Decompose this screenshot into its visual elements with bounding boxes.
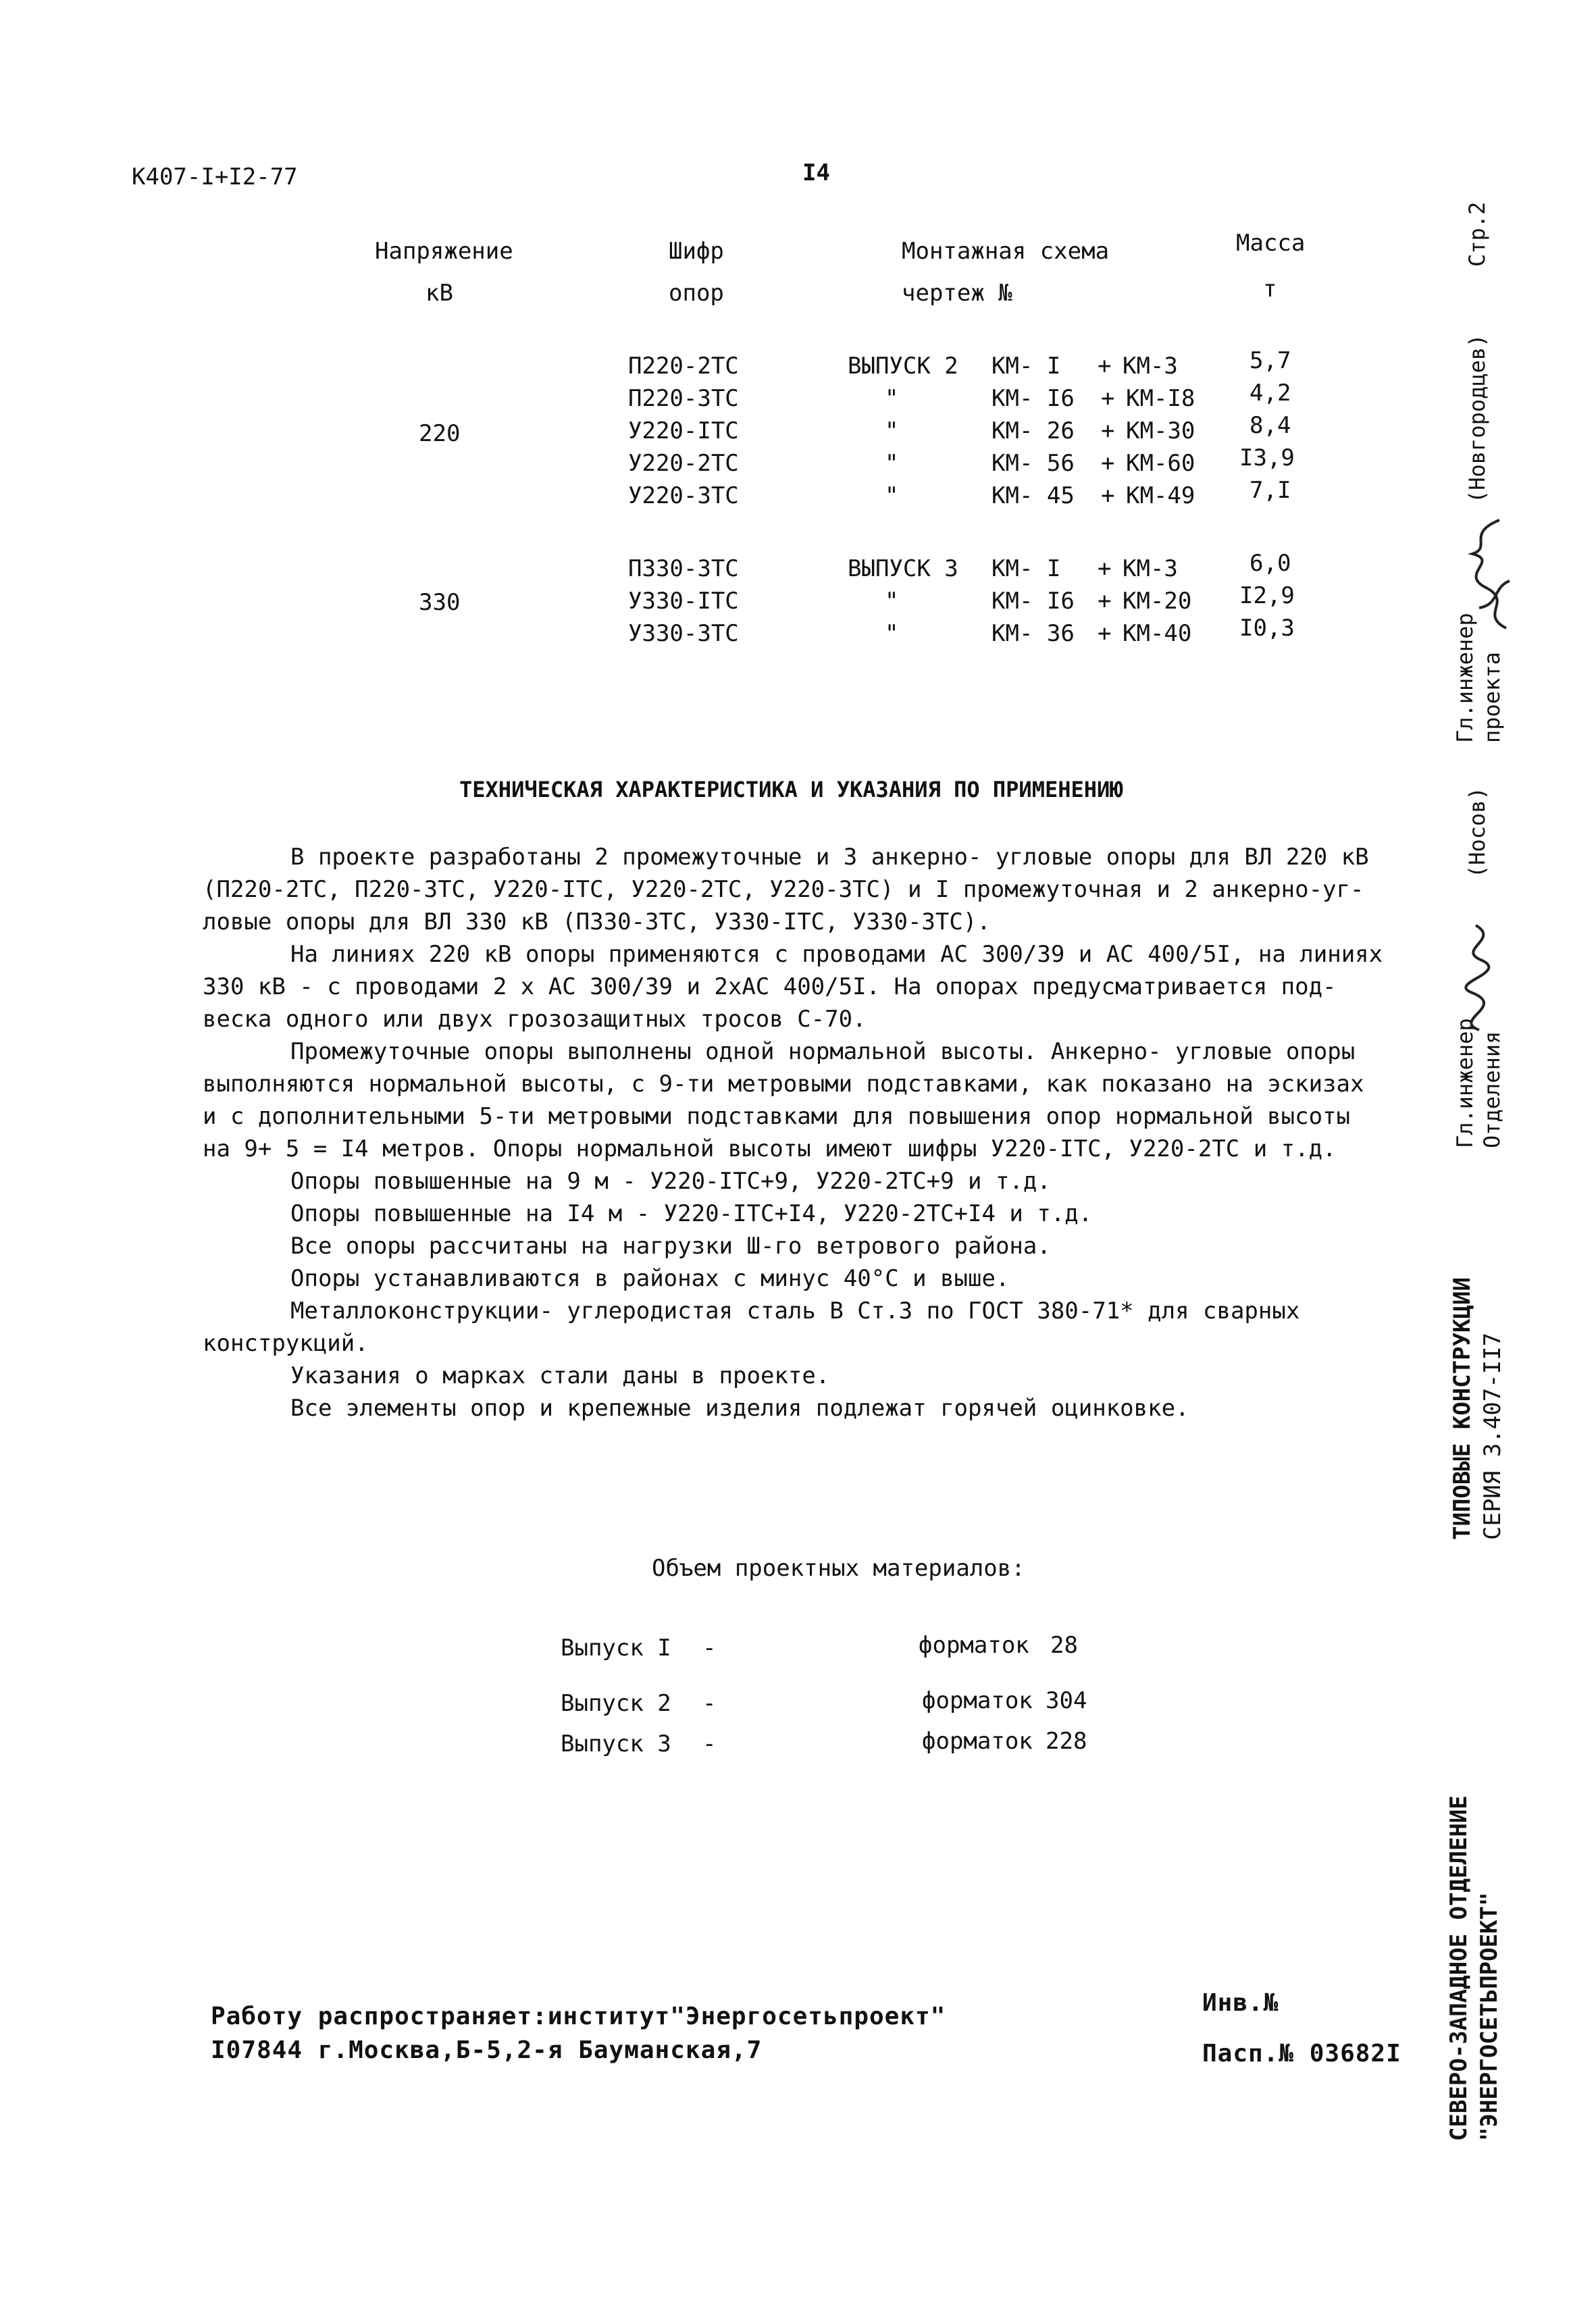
volume-count: 28 xyxy=(1050,1632,1078,1659)
body-line: ловые опоры для ВЛ 330 кВ (П330-3ТС, У330-IТС, У330-3ТС). xyxy=(203,908,991,935)
doc-code: К407-I+I2-77 xyxy=(132,163,298,190)
volume-issue-name: Выпуск I xyxy=(561,1635,671,1662)
drawing-from: КМ- 26 xyxy=(992,417,1075,444)
volume-title: Объем проектных материалов: xyxy=(652,1555,1025,1582)
volume-dash: - xyxy=(702,1730,717,1757)
range-sign: + xyxy=(1098,353,1112,380)
range-sign: + xyxy=(1101,385,1115,412)
body-line: 330 кВ - с проводами 2 х АС 300/39 и 2хАС 400/5I. На опорах предусматривается под- xyxy=(203,973,1337,1000)
issue-label: ВЫПУСК 2 xyxy=(848,353,958,380)
col-voltage-unit: кВ xyxy=(426,280,453,307)
col-mass-unit: т xyxy=(1263,276,1277,303)
support-code: У330-IТС xyxy=(628,588,739,615)
col-code-title: Шифр xyxy=(669,238,724,265)
support-code: У220-3ТС xyxy=(628,482,739,509)
range-sign: + xyxy=(1101,417,1115,444)
drawing-from: КМ- I xyxy=(992,555,1061,582)
col-mass-title: Масса xyxy=(1236,230,1306,257)
body-line: Опоры устанавливаются в районах с минус 40°С и выше. xyxy=(290,1265,1010,1292)
drawing-to: КМ-40 xyxy=(1123,620,1192,647)
drawing-from: КМ- 36 xyxy=(992,620,1075,647)
signature-nosov xyxy=(1439,919,1520,1033)
body-line: выполняются нормальной высоты, с 9-ти метровыми подставками, как показано на эскизах xyxy=(203,1071,1364,1098)
volume-label: форматок xyxy=(922,1728,1033,1755)
volume-count: 228 xyxy=(1046,1728,1087,1755)
drawing-to: КМ-20 xyxy=(1123,588,1192,615)
drawing-from: КМ- 56 xyxy=(992,450,1075,477)
margin-chief-project-name: (Новгородцев) xyxy=(1464,334,1490,503)
volume-label: форматок xyxy=(919,1632,1029,1659)
support-code: У330-3ТС xyxy=(628,620,739,647)
drawing-from: КМ- 45 xyxy=(992,482,1075,509)
range-sign: + xyxy=(1098,588,1112,615)
mass-value: 4,2 xyxy=(1250,380,1291,407)
range-sign: + xyxy=(1098,620,1112,647)
support-code: П330-3ТС xyxy=(628,555,739,582)
section-title: ТЕХНИЧЕСКАЯ ХАРАКТЕРИСТИКА И УКАЗАНИЯ ПО ПРИМЕНЕНИЮ xyxy=(459,777,1123,802)
address-line: I07844 г.Москва,Б-5,2-я Бауманская,7 xyxy=(211,2036,763,2064)
issue-label: " xyxy=(885,450,899,477)
margin-org-name: "ЭНЕРГОСЕТЬПРОЕКТ" xyxy=(1476,1892,1503,2141)
support-code: П220-2ТС xyxy=(628,353,739,380)
margin-chief-project-title: Гл.инженер xyxy=(1452,613,1478,743)
range-sign: + xyxy=(1101,482,1115,509)
passport-number: Пасп.№ 03682I xyxy=(1202,2040,1401,2067)
volume-label: форматок xyxy=(922,1687,1033,1714)
mass-value: I3,9 xyxy=(1239,444,1295,471)
range-sign: + xyxy=(1101,450,1115,477)
col-scheme-sub: чертеж № xyxy=(902,280,1012,307)
mass-value: 6,0 xyxy=(1250,550,1291,577)
mass-value: 5,7 xyxy=(1250,347,1291,374)
issue-label: " xyxy=(885,620,899,647)
body-line: Металлоконструкции- углеродистая сталь В Ст.3 по ГОСТ 380-71* для сварных xyxy=(290,1297,1300,1325)
voltage-value: 220 xyxy=(419,420,461,447)
issue-label: " xyxy=(885,482,899,509)
margin-series-number: СЕРИЯ 3.407-II7 xyxy=(1479,1332,1506,1540)
mass-value: 7,I xyxy=(1250,477,1291,504)
volume-dash: - xyxy=(702,1635,717,1662)
drawing-from: КМ- I6 xyxy=(992,385,1075,412)
margin-page-label: Стр.2 xyxy=(1464,201,1490,267)
signature-novgorodtsev xyxy=(1452,507,1526,635)
drawing-from: КМ- I6 xyxy=(992,588,1075,615)
body-line: Опоры повышенные на I4 м - У220-IТС+I4, У220-2ТС+I4 и т.д. xyxy=(290,1200,1093,1227)
volume-count: 304 xyxy=(1046,1687,1087,1714)
body-text xyxy=(203,841,1383,1424)
body-line: На линиях 220 кВ опоры применяются с проводами АС 300/39 и АС 400/5I, на линиях xyxy=(290,941,1383,968)
body-line: (П220-2ТС, П220-3ТС, У220-IТС, У220-2ТС, У220-3ТС) и I промежуточная и 2 анкерно-уг- xyxy=(203,876,1364,903)
body-line: Все опоры рассчитаны на нагрузки Ш-го ветрового района. xyxy=(290,1233,1051,1260)
margin-chief-dept-title2: Отделения xyxy=(1479,1031,1505,1148)
issue-label: " xyxy=(885,588,899,615)
margin-chief-project-title2: проекта xyxy=(1479,652,1505,743)
body-line: Все элементы опор и крепежные изделия подлежат горячей оцинковке. xyxy=(290,1395,1189,1422)
col-scheme-title: Монтажная схема xyxy=(902,238,1110,265)
mass-value: I2,9 xyxy=(1239,582,1295,609)
voltage-value: 330 xyxy=(419,589,461,616)
distributor-line: Работу распространяет:институт"Энергосетьпроект" xyxy=(211,2003,946,2030)
volume-issue-name: Выпуск 2 xyxy=(561,1690,671,1717)
drawing-to: КМ-30 xyxy=(1126,417,1195,444)
col-code-sub: опор xyxy=(669,280,724,307)
col-voltage-title: Напряжение xyxy=(375,238,513,265)
body-line: и с дополнительными 5-ти метровыми подставками для повышения опор нормальной высоты xyxy=(203,1103,1350,1130)
drawing-to: КМ-60 xyxy=(1126,450,1195,477)
range-sign: + xyxy=(1098,555,1112,582)
volume-issue-name: Выпуск 3 xyxy=(561,1730,671,1757)
mass-value: I0,3 xyxy=(1239,615,1295,642)
support-code: У220-IТС xyxy=(628,417,739,444)
issue-label: " xyxy=(885,385,899,412)
page-number: I4 xyxy=(802,159,830,186)
drawing-to: КМ-3 xyxy=(1123,353,1178,380)
support-code: П220-3ТС xyxy=(628,385,739,412)
body-line: Опоры повышенные на 9 м - У220-IТС+9, У220-2ТС+9 и т.д. xyxy=(290,1168,1051,1195)
body-line: В проекте разработаны 2 промежуточные и 3 анкерно- угловые опоры для ВЛ 220 кВ xyxy=(290,844,1369,871)
drawing-to: КМ-I8 xyxy=(1126,385,1195,412)
issue-label: " xyxy=(885,417,899,444)
mass-value: 8,4 xyxy=(1250,412,1291,439)
inventory-label: Инв.№ xyxy=(1202,1989,1279,2017)
drawing-from: КМ- I xyxy=(992,353,1061,380)
body-line: на 9+ 5 = I4 метров. Опоры нормальной высоты имеют шифры У220-IТС, У220-2ТС и т.д. xyxy=(203,1135,1337,1162)
body-line: Промежуточные опоры выполнены одной нормальной высоты. Анкерно- угловые опоры xyxy=(290,1038,1356,1065)
margin-chief-dept-name: (Носов) xyxy=(1464,787,1490,878)
drawing-to: КМ-49 xyxy=(1126,482,1195,509)
body-line: веска одного или двух грозозащитных тросов С-70. xyxy=(203,1006,867,1033)
issue-label: ВЫПУСК 3 xyxy=(848,555,958,582)
margin-series-title: ТИПОВЫЕ КОНСТРУКЦИИ xyxy=(1449,1277,1476,1540)
margin-org-title: СЕВЕРО-ЗАПАДНОЕ ОТДЕЛЕНИЕ xyxy=(1445,1795,1472,2141)
drawing-to: КМ-3 xyxy=(1123,555,1178,582)
margin-chief-dept-title: Гл.инженер xyxy=(1452,1018,1478,1148)
body-line: конструкций. xyxy=(203,1330,369,1357)
support-code: У220-2ТС xyxy=(628,450,739,477)
volume-dash: - xyxy=(702,1690,717,1717)
body-line: Указания о марках стали даны в проекте. xyxy=(290,1362,830,1389)
